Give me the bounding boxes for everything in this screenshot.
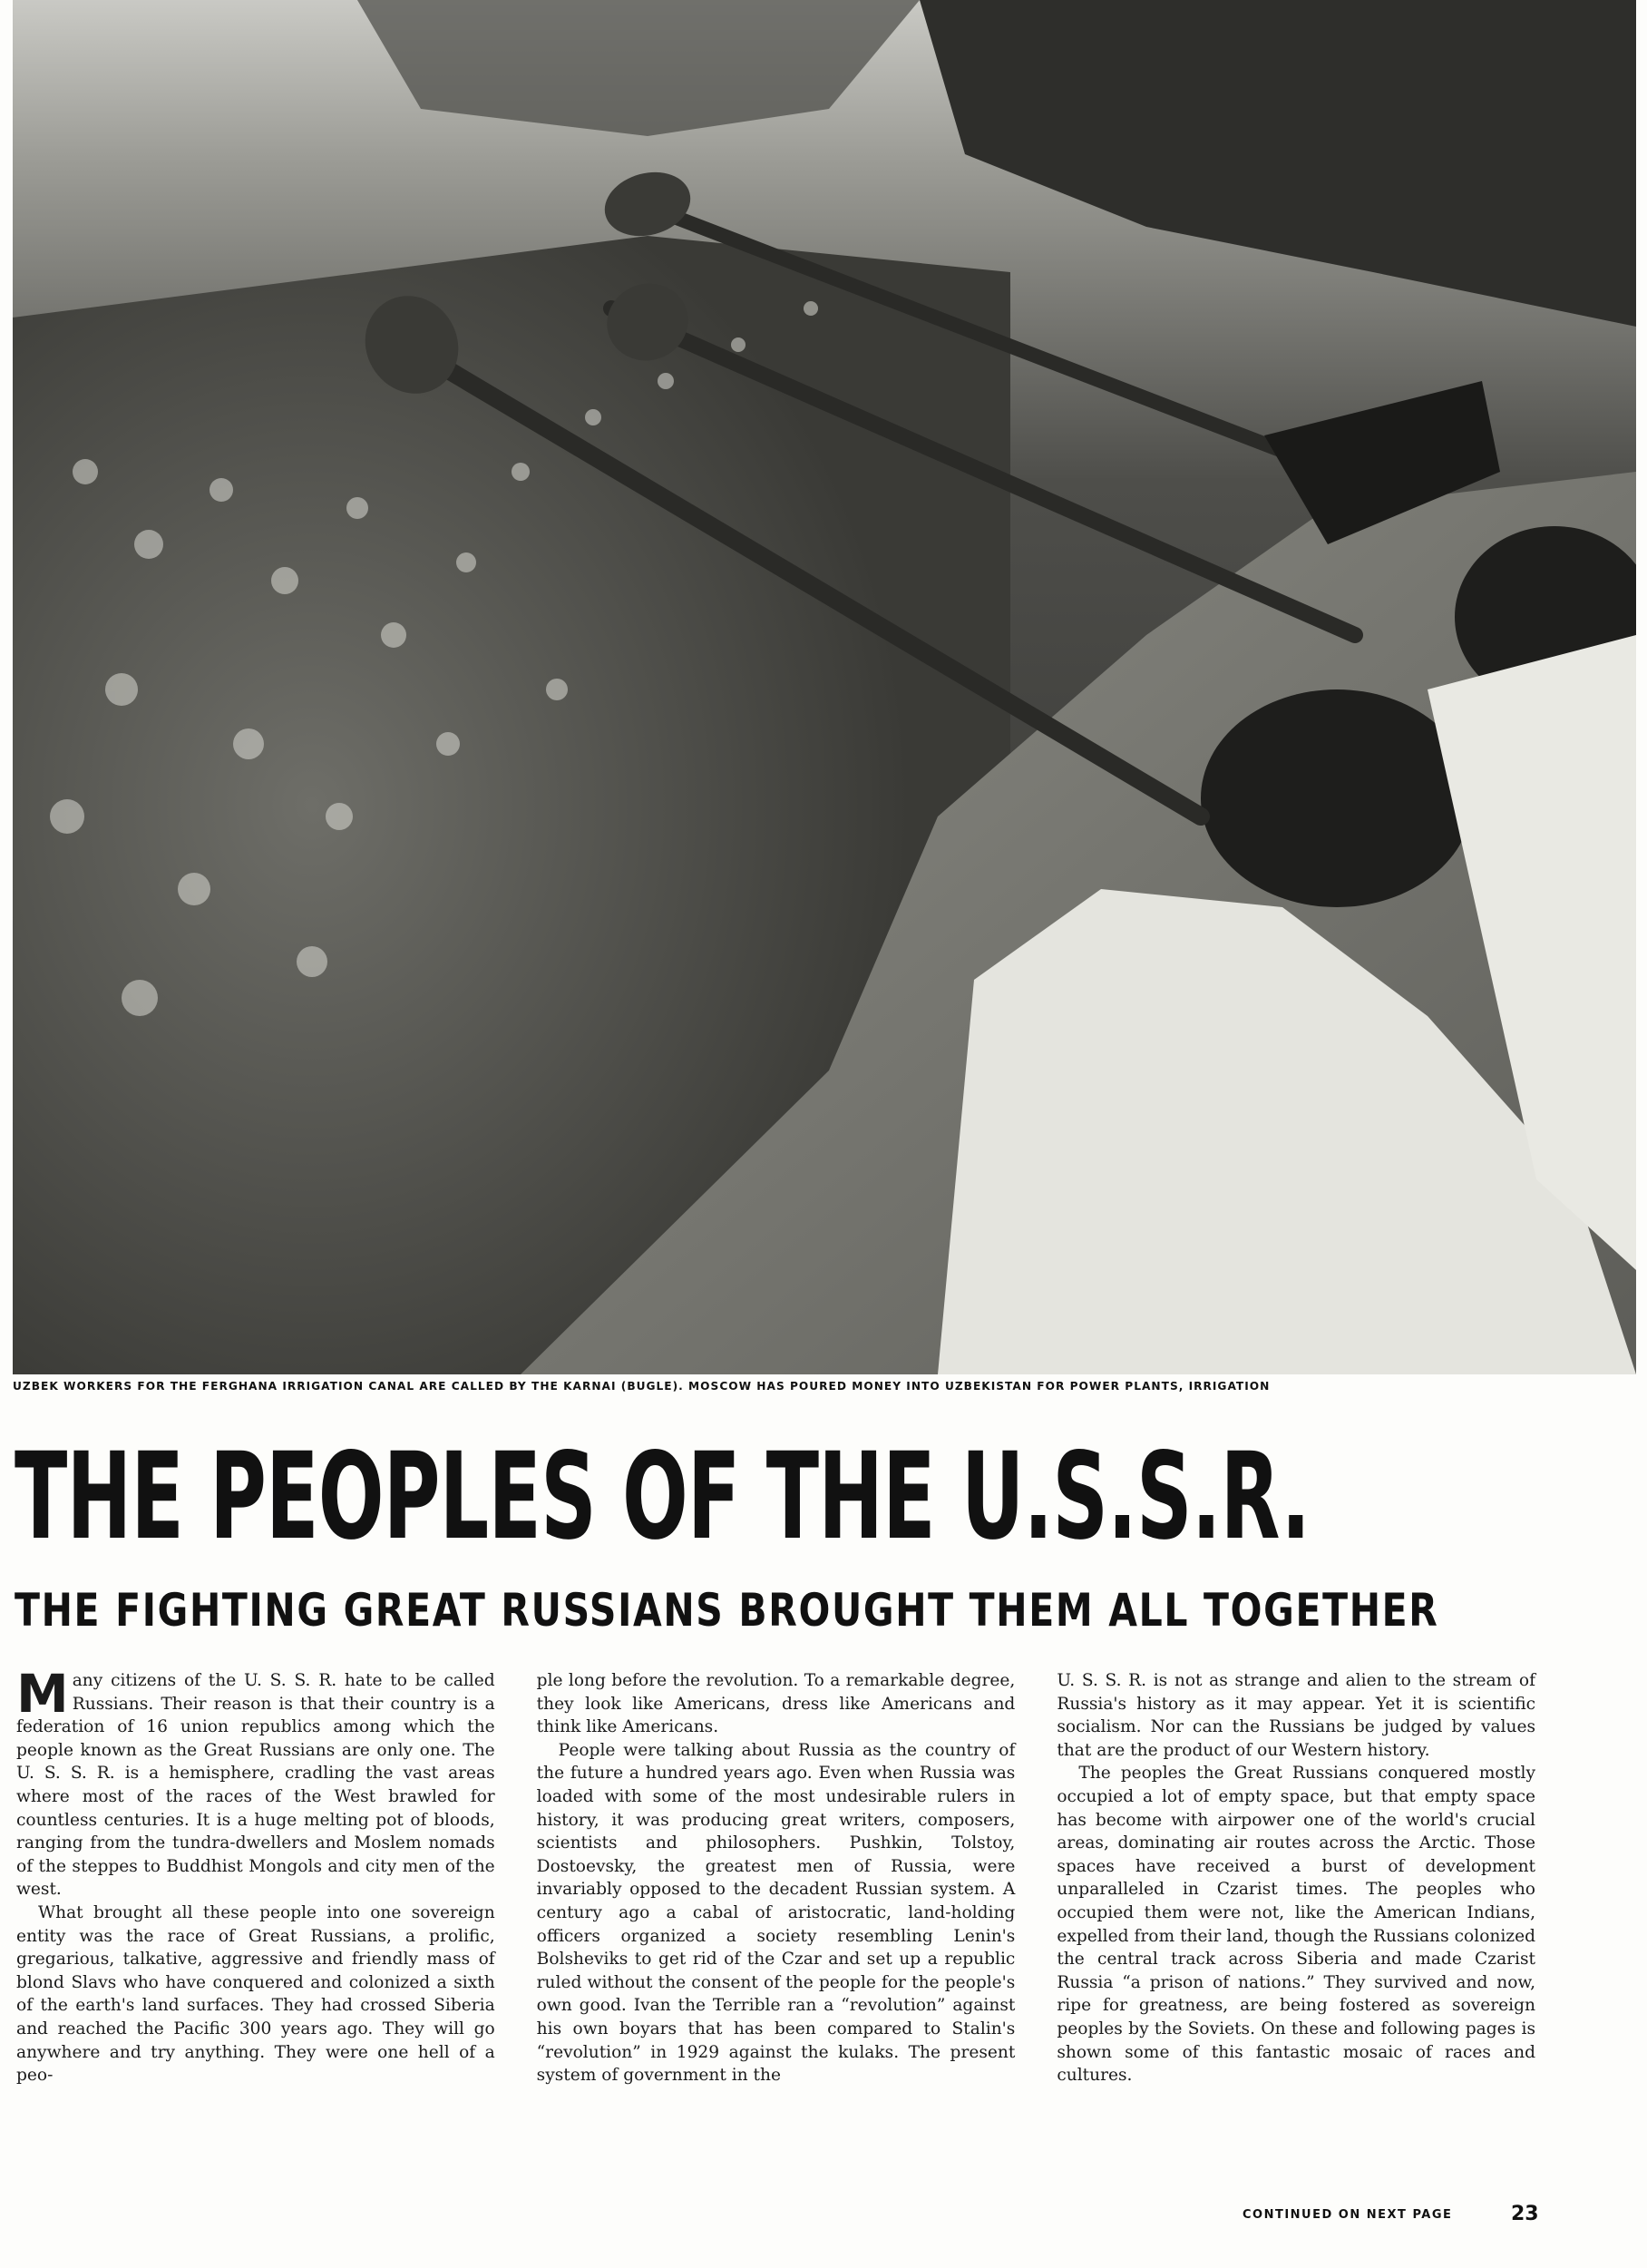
article-column-2 [537,1669,1016,2087]
continued-notice: CONTINUED ON NEXT PAGE [1243,2208,1453,2222]
photo-caption: UZBEK WORKERS FOR THE FERGHANA IRRIGATION CANAL ARE CALLED BY THE KARNAI (BUGLE). MOSCOW HAS POURED MONEY INTO UZBEKISTAN FOR POWER PLANTS, IRRIGATION [13,1380,1271,1393]
article-column-1 [16,1663,495,2087]
photo-icon [13,0,1636,1374]
page-headline: THE PEOPLES OF THE U.S.S.R. [15,1427,1311,1567]
paragraph: ple long before the revolution. To a remarkable degree, they look like Americans, dress like Americans and think like Americans. [536,1671,1016,1737]
paragraph: What brought all these people into one sovereign entity was the race of Great Russians, a prolific, gregarious, talkative, aggressive and friendly mass of blond Slavs who have conquered and colonized a sixth of the earth's land surfaces. They had crossed Siberia and reached the Pacific 300 years ago. They will go anywhere and try anything. They were one hell of a peo- [16,1902,495,2086]
page-subhead: THE FIGHTING GREAT RUSSIANS BROUGHT THEM ALL TOGETHER [15,1584,1439,1637]
article-column-3 [1057,1669,1535,2087]
paragraph: The peoples the Great Russians conquered mostly occupied a lot of empty space, but that empty space has become with airpower one of the world's crucial areas, dominating air routes across the Arctic. Those spaces have received a burst of development unparalleled in Czarist times. The peoples who occupied them were not, like the American Indians, expelled from their land, though the Russians colonized the central track across Siberia and made Czarist Russia “a prison of nations.” They survived and now, ripe for greatness, are being fostered as sovereign peoples by the Soviets. On these and following pages is shown some of this fantastic mosaic of races and cultures. [1057,1764,1536,2086]
paragraph-text: any citizens of the U. S. S. R. hate to be called Russians. Their reason is that their country is a federation of 16 union republics among which the people known as the Great Russians are only one. The U. S. S. R. is a hemisphere, cradling the vast areas where most of the races of the West brawled for countless centuries. It is a huge melting pot of bloods, ranging from the tundra-dwellers and Moslem nomads of the steppes to Buddhist Mongols and city men of the west. [16,1671,495,1900]
drop-cap: M [16,1663,69,1725]
paragraph [16,1663,495,1901]
article-body [16,1663,1536,2087]
paragraph: People were talking about Russia as the country of the future a hundred years ago. Even when Russia was loaded with some of the most undesirable rulers in history, it was producing great writers, composers, scientists and philosophers. Pushkin, Tolstoy, Dostoevsky, the greatest men of Russia, were invariably opposed to the decadent Russian system. A century ago a cabal of aristocratic, land-holding officers organized a society resembling Lenin's Bolsheviks to get rid of the Czar and set up a republic ruled without the consent of the people for the people's own good. Ivan the Terrible ran a “revolution” against his own boyars that has been compared to Stalin's “revolution” in 1929 against the kulaks. The present system of government in the [536,1740,1016,2086]
paragraph: U. S. S. R. is not as strange and alien to the stream of Russia's history as it may appear. Yet it is scientific socialism. Nor can the Russians be judged by values that are the product of our Western history. [1057,1671,1536,1760]
page-number: 23 [1511,2203,1539,2225]
photo-karnai-buglers [13,0,1636,1374]
